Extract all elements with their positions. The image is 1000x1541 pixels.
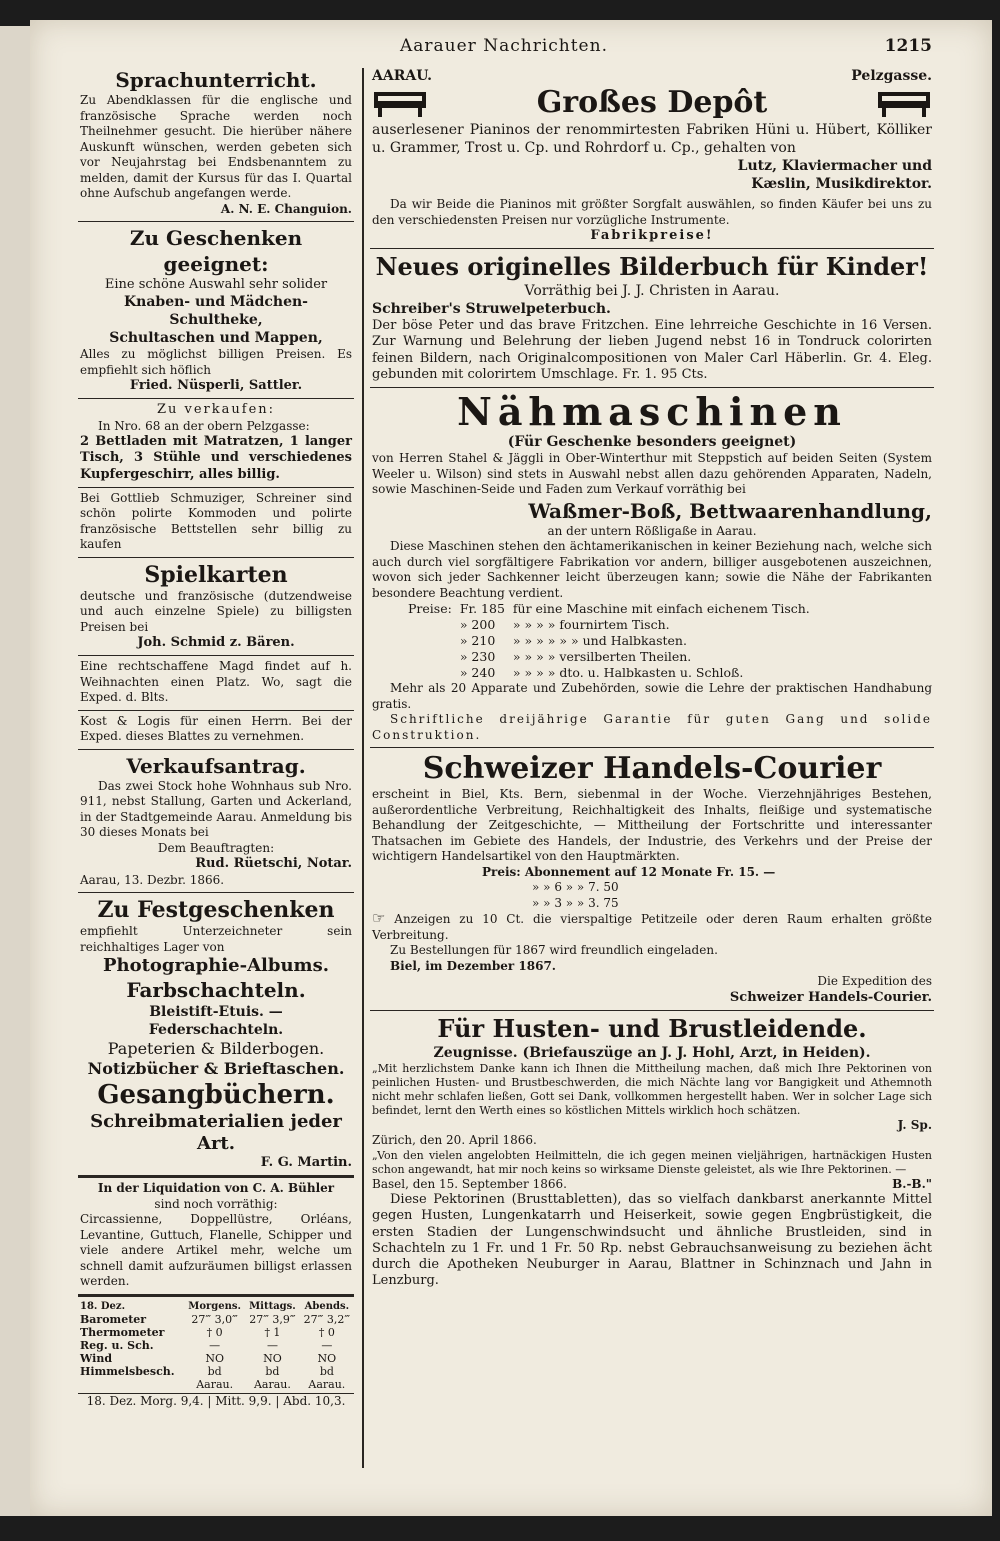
ad-verkaufsantrag — [78, 750, 354, 893]
ad-handels-courier — [370, 748, 934, 1011]
weather-cell: Aarau. — [308, 1377, 346, 1391]
ad-depot — [370, 64, 934, 249]
weather-cell: NO — [263, 1351, 282, 1365]
price-cell: » » » » » » und Halbkasten. — [512, 633, 687, 649]
ad-signature: Schweizer Handels-Courier. — [729, 989, 932, 1005]
ad-body: Bei Gottlieb Schmuziger, Schreiner sind schön polirte Kommoden und polirte französische Bettstellen sehr billig zu kaufen — [80, 490, 352, 552]
ad-line: Papeterien & Bilderbogen. — [107, 1039, 325, 1059]
testimonial: „Von den vielen angelobten Heilmitteln, die ich gegen meinen vieljährigen, hartnäckigen Husten schon angewandt, hat mir noch keins so wirksame Dienste geleistet, als wie Ihre Pektorinen. — — [372, 1148, 932, 1176]
weather-header: 18. Dez. — [80, 1300, 126, 1312]
ad-subtitle: Zeugnisse. (Briefauszüge an J. J. Hohl, Arzt, in Heiden). — [433, 1044, 871, 1061]
price-cell: Fr. 185 — [459, 601, 505, 617]
ad-signature: F. G. Martin. — [260, 1155, 352, 1171]
price-cell: » 230 — [459, 649, 496, 665]
price-cell: » » » » dto. u. Halbkasten u. Schloß. — [512, 665, 744, 681]
ad-body: von Herren Stahel & Jäggli in Ober-Winterthur mit Steppstich auf beiden Seiten (System Weeler u. Wilson) sind stets in Auswahl nebst allen dazu gehörenden Apparaten, Nadeln, sowie Maschinen-Seide und Faden zum Verkauf vorräthig bei — [372, 451, 932, 497]
ad-address: an der untern Rößligaße in Aarau. — [547, 523, 757, 538]
ad-line: Notizbücher & Brieftaschen. — [87, 1059, 345, 1079]
ad-body: Alles zu möglichst billigen Preisen. Es empfiehlt sich höflich — [80, 347, 352, 377]
ad-ads-text: Anzeigen zu 10 Ct. die vierspaltige Petitzeile oder deren Raum erhalten größte Verbreitung. — [372, 912, 932, 942]
weather-report — [78, 1297, 354, 1410]
ad-title: Spielkarten — [144, 561, 288, 588]
table-row — [408, 633, 818, 649]
ad-body: In Nro. 68 an der obern Pelzgasse: — [98, 418, 310, 433]
weather-cell — [78, 1378, 184, 1391]
weather-cell: NO — [317, 1351, 337, 1365]
table-row — [408, 617, 818, 633]
ad-buehler — [78, 1178, 354, 1297]
pointing-hand-icon: ☞ — [372, 909, 386, 928]
ad-magd — [78, 656, 354, 711]
ad-signature: Die Expedition des — [817, 974, 932, 989]
ad-signature: Lutz, Klaviermacher und — [737, 158, 932, 174]
weather-cell: 27‴ 3,0‴ — [191, 1312, 238, 1326]
weather-header: Mittags. — [249, 1300, 296, 1312]
weather-cell: † 0 — [206, 1325, 223, 1339]
ad-body: Eine rechtschaffene Magd findet auf h. Weihnachten einen Platz. Wo, sagt die Exped. d. Blts. — [80, 659, 352, 705]
piano-icon — [372, 88, 428, 118]
price-cell: Preise: — [408, 601, 452, 617]
weather-cell: bd — [319, 1364, 334, 1378]
ad-signature: Kæslin, Musikdirektor. — [751, 176, 932, 192]
ad-body: Das zwei Stock hohe Wohnhaus sub Nro. 911, nebst Stallung, Garten und Ackerland, in der Stadtgemeinde Aarau. Anmeldung bis 30 dieses Monats bei — [80, 778, 352, 840]
weather-cell: 27‴ 3,2‴ — [303, 1312, 351, 1326]
ad-line: Eine schöne Auswahl sehr solider — [104, 277, 328, 292]
table-row — [408, 649, 818, 665]
price-cell — [408, 649, 460, 665]
weather-table — [78, 1300, 354, 1391]
ad-body: Mehr als 20 Apparate und Zubehörden, sowie die Lehre der praktischen Handhabung gratis. — [372, 681, 932, 711]
testimonial: „Mit herzlichstem Danke kann ich Ihnen die Mittheilung machen, daß mich Ihre Pektorinen von peinlichen Husten- und Brustbeschwerden, die mich Nächte lang vor Bangigkeit und Athemnoth nicht mehr schlafen ließen, Gott sei Dank, vollkommen hergestellt haben. Wer in solcher Lage sich befindet, lernt den Werth eines so köstlichen Mittels wirklich hoch schätzen. — [372, 1061, 932, 1117]
ad-schmuziger — [78, 488, 354, 558]
ad-price: » » 3 » » 3. 75 — [532, 895, 619, 910]
weather-cell: † 0 — [318, 1325, 335, 1339]
depot-street: Pelzgasse. — [851, 68, 932, 84]
ad-title: Sprachunterricht. — [115, 68, 317, 92]
ad-sprachunterricht — [78, 64, 354, 222]
ad-body: Schriftliche dreijährige Garantie für guten Gang und solide Construktion. — [372, 712, 932, 742]
ad-signature: Fried. Nüsperli, Sattler. — [129, 378, 303, 394]
left-column — [78, 64, 354, 1409]
testimonial-place: Zürich, den 20. April 1866. — [372, 1133, 537, 1148]
depot-location: AARAU. — [372, 68, 433, 84]
ad-body: Der böse Peter und das brave Fritzchen. Eine lehrreiche Geschichte in 16 Versen. Zur Warnung und Belehrung der lieben Jugend nebst 16 in Tondruck colorirten feinen Bildern, nach Originalcompositionen von Maler Carl Häberlin. Gr. 4. Eleg. gebunden mit colorirtem Umschlage. Fr. 1. 95 Cts. — [372, 318, 932, 382]
ad-title: Nähmaschinen — [457, 389, 847, 435]
table-row — [408, 601, 818, 617]
price-cell — [408, 617, 460, 633]
ad-signature: Dem Beauftragten: — [157, 840, 275, 855]
ad-date: Biel, im Dezember 1867. — [390, 958, 556, 973]
ad-title: Zu Geschenken geeignet: — [129, 226, 303, 276]
price-cell — [408, 665, 460, 681]
weather-cell: Wind — [80, 1351, 113, 1365]
ad-title: Schweizer Handels-Courier — [422, 751, 882, 787]
table-row — [78, 1339, 354, 1352]
ad-subtitle: Vorräthig bei J. J. Christen in Aarau. — [524, 283, 780, 300]
ad-subtitle: (Für Geschenke besonders geeignet) — [507, 434, 797, 451]
ad-line: Bleistift-Etuis. — Federschachteln. — [148, 1004, 284, 1039]
newspaper-title: Aarauer Nachrichten. — [400, 36, 608, 56]
price-cell: » 200 — [459, 617, 496, 633]
ad-body: auserlesener Pianinos der renommirtesten Fabriken Hüni u. Hübert, Kölliker u. Grammer, Trost u. Cp. und Rohrdorf u. Cp., gehalten von — [372, 122, 932, 156]
price-cell: » 240 — [459, 665, 496, 681]
ad-title: Für Husten- und Brustleidende. — [437, 1013, 867, 1043]
ad-line: Photographie-Albums. — [102, 955, 330, 977]
weather-cell: Himmelsbesch. — [80, 1364, 175, 1378]
table-row — [78, 1326, 354, 1339]
weather-cell: † 1 — [264, 1325, 281, 1339]
ad-body: Kost & Logis für einen Herrn. Bei der Exped. dieses Blattes zu vernehmen. — [80, 713, 352, 744]
depot-title-row — [372, 85, 932, 121]
ad-line: sind noch vorräthig: — [154, 1196, 278, 1211]
ad-body: Diese Maschinen stehen den ächtamerikanischen in keiner Beziehung nach, welche sich auch durch viel sorgfältigere Fabrikation vor andern, billiger ausgebotenen auszeichnen, wovon sich jeder Sachkenner leicht überzeugen kann; sowie die Nähe der Fabrikanten besondere Beachtung verdient. — [372, 539, 932, 600]
table-row — [78, 1378, 354, 1391]
ad-title: Zu verkaufen: — [156, 402, 276, 418]
ad-price: » » 6 » » 7. 50 — [532, 880, 619, 895]
testimonial-signature: J. Sp. — [897, 1117, 932, 1132]
ad-bilderbuch — [370, 249, 934, 388]
weather-cell: bd — [207, 1364, 222, 1378]
table-row — [78, 1313, 354, 1326]
ad-geschenke — [78, 222, 354, 399]
ad-body: deutsche und französische (dutzendweise und auch einzelne Spiele) zu billigsten Preisen bei — [80, 588, 352, 634]
ad-title: Großes Depôt — [536, 85, 768, 120]
ad-line: Schreibmaterialien jeder Art. — [90, 1111, 342, 1155]
ad-signature: Rud. Rüetschi, Notar. — [195, 856, 352, 872]
ad-body: Zu Bestellungen für 1867 wird freundlich eingeladen. — [390, 943, 718, 958]
table-row — [78, 1352, 354, 1365]
ad-firm: Waßmer-Boß, Bettwaarenhandlung, — [528, 498, 932, 523]
ad-zu-verkaufen — [78, 399, 354, 487]
previous-page-edge — [0, 26, 32, 1516]
depot-header — [372, 67, 932, 85]
ad-title: Verkaufsantrag. — [126, 753, 306, 778]
weather-header: Abends. — [304, 1300, 350, 1312]
ad-body: Zu Abendklassen für die englische und französische Sprache werden noch Theilnehmer gesucht. Die hierüber nähere Auskunft wünschen, werden gebeten sich vor Neujahrstag bei Endsbenanntem zu melden, damit der Kursus für das I. Quartal ohne Aufschub angefangen werde. — [80, 93, 352, 200]
weather-cell: — — [209, 1338, 221, 1352]
ad-body — [372, 911, 932, 943]
weather-cell: Reg. u. Sch. — [80, 1338, 154, 1352]
price-cell: » 210 — [459, 633, 496, 649]
right-column — [370, 64, 934, 1292]
ad-line: Schultaschen und Mappen, — [109, 330, 323, 347]
weather-cell: — — [266, 1338, 278, 1352]
weather-cell: 27‴ 3,9‴ — [249, 1312, 296, 1326]
column-divider — [362, 68, 364, 1468]
ad-line: Gesangbüchern. — [97, 1080, 335, 1111]
ad-line: In der Liquidation von C. A. Bühler — [97, 1181, 335, 1196]
ad-signature: A. N. E. Changuion. — [220, 201, 352, 216]
ad-date: Aarau, 13. Dezbr. 1866. — [80, 872, 225, 887]
ad-naehmaschinen — [370, 388, 934, 748]
weather-cell: bd — [265, 1364, 280, 1378]
testimonial-footer — [372, 1177, 932, 1193]
weather-footer: 18. Dez. Morg. 9,4. | Mitt. 9,9. | Abd. 10,3. — [78, 1393, 354, 1410]
testimonial-signature: B.-B." — [892, 1176, 932, 1191]
ad-title: Zu Festgeschenken — [97, 897, 335, 924]
ad-title: Neues originelles Bilderbuch für Kinder! — [375, 252, 929, 282]
piano-icon — [876, 88, 932, 118]
table-row — [408, 665, 818, 681]
ad-book-title: Schreiber's Struwelpeterbuch. — [372, 301, 611, 318]
ad-body: erscheint in Biel, Kts. Bern, siebenmal in der Woche. Vierzehnjähriges Bestehen, außerordentliche Verbreitung, Reichhaltigkeit des Inhalts, fleißige und systematische Behandlung der Zeitgeschichte, — Mittheilung der Fortschritte und interessanter Thatsachen im Gebiete des Handels, der Industrie, des Verkehrs und der Preise der wichtigern Handelsartikel von den Hauptmärkten. — [372, 787, 932, 864]
ad-kost-logis — [78, 711, 354, 750]
ad-body: empfiehlt Unterzeichneter sein reichhaltiges Lager von — [80, 924, 352, 954]
newspaper-page — [30, 20, 992, 1516]
ad-note: Da wir Beide die Pianinos mit größter Sorgfalt auswählen, so finden Käufer bei uns zu den verschiedensten Preisen nur vorzügliche Instrumente. — [372, 197, 932, 227]
ad-signature: Joh. Schmid z. Bären. — [137, 635, 295, 651]
weather-cell: Thermometer — [80, 1325, 165, 1339]
page-header — [30, 36, 992, 64]
ad-festgeschenke — [78, 893, 354, 1178]
price-cell: » » » » fournirtem Tisch. — [512, 617, 670, 633]
ad-spielkarten — [78, 558, 354, 657]
weather-cell: Barometer — [80, 1312, 147, 1326]
testimonial-place: Basel, den 15. September 1866. — [372, 1176, 567, 1191]
table-row — [78, 1365, 354, 1378]
ad-body: Diese Pektorinen (Brusttabletten), das so vielfach dankbarst anerkannte Mittel gegen Husten, Lungenkatarrh und Heiserkeit, sowie gegen Engbrüstigkeit, die ersten Stadien der Lungenschwindsucht und ähnliche Brustleiden, sind in Schachteln zu 1 Fr. und 1 Fr. 50 Rp. nebst Gebrauchsanweisung zu beziehen ächt durch die Apotheken Neuburger in Aarau, Blattner in Schinznach und Jahn in Lenzburg. — [372, 1192, 932, 1289]
price-table — [408, 601, 818, 681]
weather-cell: Aarau. — [253, 1377, 291, 1391]
ad-price: Preis: Abonnement auf 12 Monate Fr. 15. — — [482, 864, 776, 879]
page-number: 1215 — [884, 36, 932, 56]
weather-cell: NO — [205, 1351, 224, 1365]
ad-note: Fabrikpreise! — [590, 228, 714, 243]
price-cell: für eine Maschine mit einfach eichenem Tisch. — [512, 601, 810, 617]
weather-header: Morgens. — [188, 1300, 242, 1312]
ad-husten — [370, 1011, 934, 1293]
ad-body: 2 Bettladen mit Matratzen, 1 langer Tisch, 3 Stühle und verschiedenes Kupfergeschirr, alles billig. — [80, 434, 352, 482]
ad-line: Knaben- und Mädchen-Schultheke, — [124, 294, 308, 329]
weather-cell: Aarau. — [196, 1377, 234, 1391]
ad-body: Circassienne, Doppellüstre, Orléans, Levantine, Guttuch, Flanelle, Schipper und viele andere Artikel mehr, welche um schnell damit aufzuräumen billigst erlassen werden. — [80, 1212, 352, 1289]
ad-line: Farbschachteln. — [126, 978, 306, 1003]
price-cell: » » » » versilberten Theilen. — [512, 649, 692, 665]
weather-cell: — — [321, 1338, 333, 1352]
price-cell — [408, 633, 460, 649]
